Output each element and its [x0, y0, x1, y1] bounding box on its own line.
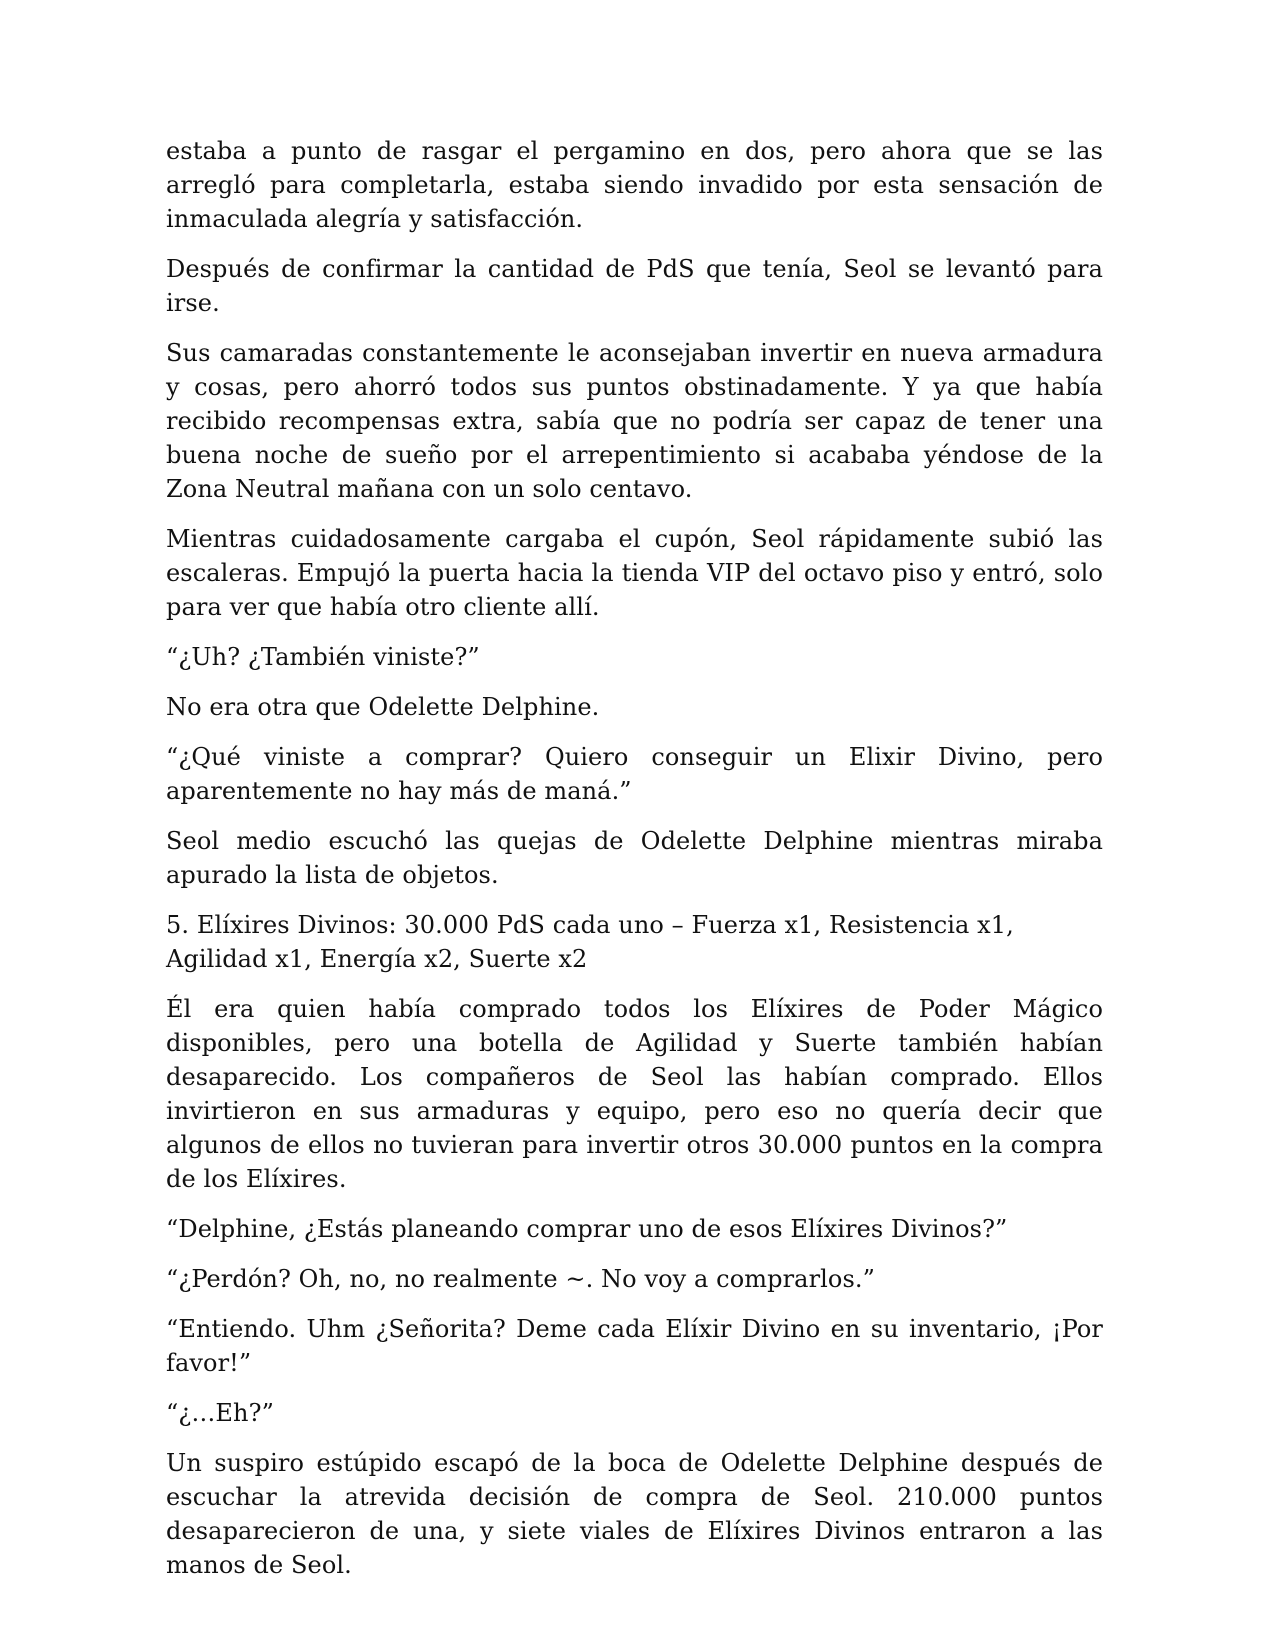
paragraph-12: “¿Perdón? Oh, no, no realmente ~. No voy a comprarlos.” — [166, 1265, 875, 1293]
paragraph-8: Seol medio escuchó las quejas de Odelette Delphine mientras miraba apurado la lista de objetos. — [166, 827, 1103, 889]
paragraph-1: estaba a punto de rasgar el pergamino en dos, pero ahora que se las arregló para completarla, estaba siendo invadido por esta sensación de inmaculada alegría y satisfacción. — [166, 137, 1103, 233]
paragraph-11: “Delphine, ¿Estás planeando comprar uno de esos Elíxires Divinos?” — [166, 1215, 1008, 1243]
paragraph-7: “¿Qué viniste a comprar? Quiero conseguir un Elixir Divino, pero aparentemente no hay más de maná.” — [166, 743, 1103, 805]
body-text — [166, 134, 1103, 1598]
paragraph-3: Sus camaradas constantemente le aconsejaban invertir en nueva armadura y cosas, pero ahorró todos sus puntos obstinadamente. Y ya que había recibido recompensas extra, sabía que no podría ser capaz de tener una buena noche de sueño por el arrepentimiento si acababa yéndose de la Zona Neutral mañana con un solo centavo. — [166, 339, 1103, 503]
paragraph-14: “¿…Eh?” — [166, 1399, 274, 1427]
paragraph-9-item-list: 5. Elíxires Divinos: 30.000 PdS cada uno – Fuerza x1, Resistencia x1, Agilidad x1, Energía x2, Suerte x2 — [166, 911, 1014, 973]
paragraph-10: Él era quien había comprado todos los Elíxires de Poder Mágico disponibles, pero una botella de Agilidad y Suerte también habían desaparecido. Los compañeros de Seol las habían comprado. Ellos invirtieron en sus armaduras y equipo, pero eso no quería decir que algunos de ellos no tuvieran para invertir otros 30.000 puntos en la compra de los Elíxires. — [166, 995, 1103, 1193]
paragraph-4: Mientras cuidadosamente cargaba el cupón, Seol rápidamente subió las escaleras. Empujó la puerta hacia la tienda VIP del octavo piso y entró, solo para ver que había otro cliente allí. — [166, 525, 1103, 621]
paragraph-2: Después de confirmar la cantidad de PdS que tenía, Seol se levantó para irse. — [166, 255, 1103, 317]
paragraph-15: Un suspiro estúpido escapó de la boca de Odelette Delphine después de escuchar la atrevida decisión de compra de Seol. 210.000 puntos desaparecieron de una, y siete viales de Elíxires Divinos entraron a las manos de Seol. — [166, 1449, 1103, 1579]
paragraph-5: “¿Uh? ¿También viniste?” — [166, 643, 480, 671]
paragraph-13: “Entiendo. Uhm ¿Señorita? Deme cada Elíxir Divino en su inventario, ¡Por favor!” — [166, 1315, 1103, 1377]
paragraph-6: No era otra que Odelette Delphine. — [166, 693, 600, 721]
